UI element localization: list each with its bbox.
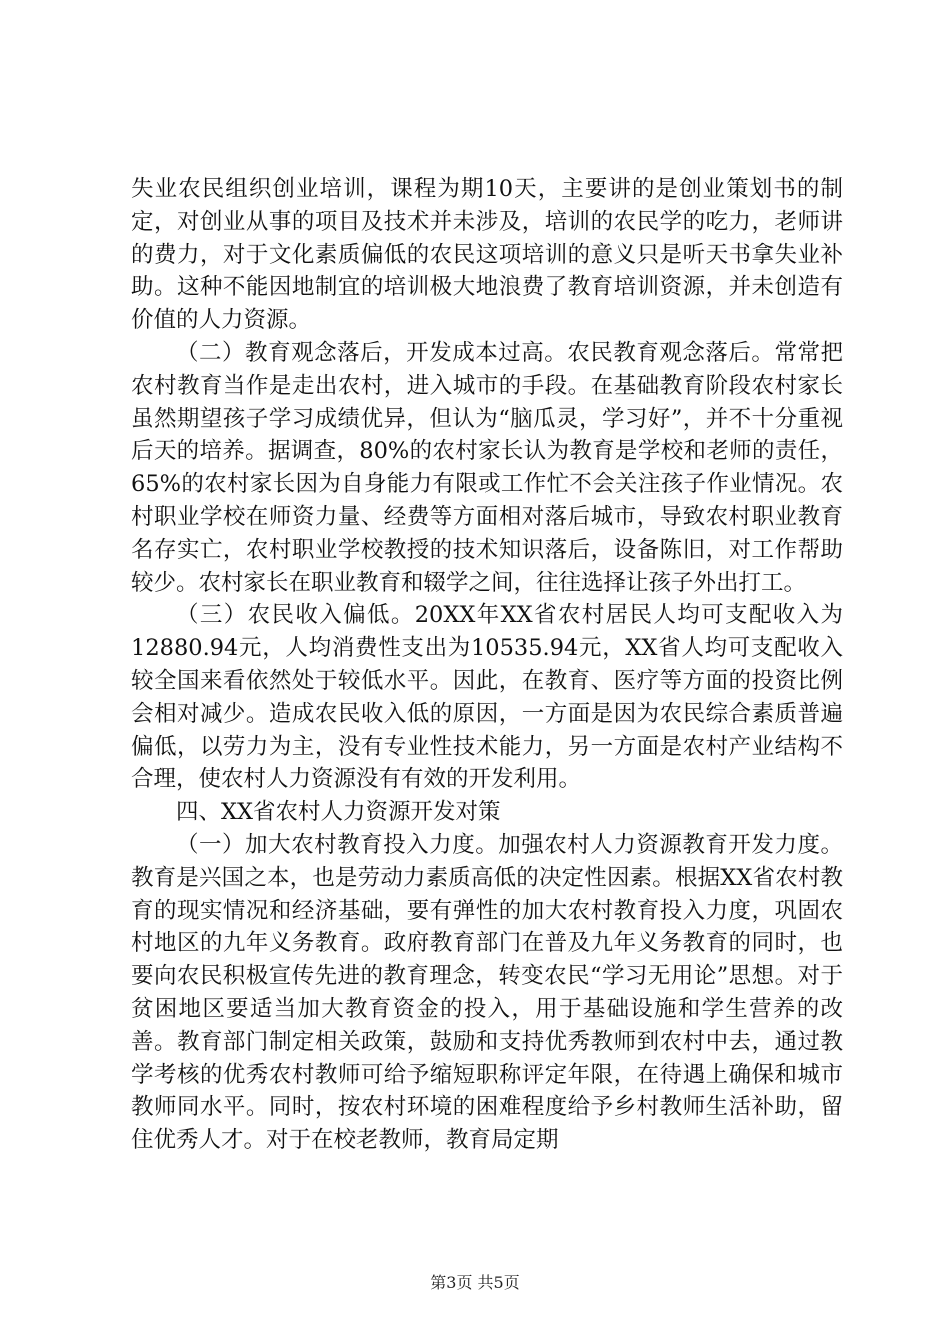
paragraph-education-concept: （二）教育观念落后，开发成本过高。农民教育观念落后。常常把农村教育当作是走出农村，进入城市的手段。在基础教育阶段农村家长虽然期望孩子学习成绩优异，但认为“脑瓜灵，学习好”，并不十分重视后天的培养。据调查，80%的农村家长认为教育是学校和老师的责任，65%的农村家长因为自身能力有限或工作忙不会关注孩子作业情况。农村职业学校在师资力量、经费等方面相对落后城市，导致农村职业教育名存实亡，农村职业学校教授的技术知识落后，设备陈旧，对工作帮助较少。农村家长在职业教育和辍学之间，往往选择让孩子外出打工。: [131, 339, 843, 596]
paragraph-farmer-income: （三）农民收入偏低。20XX年XX省农村居民人均可支配收入为12880.94元，人均消费性支出为10535.94元，XX省人均可支配收入较全国来看依然处于较低水平。因此，在教育、医疗等方面的投资比例会相对减少。造成农民收入低的原因，一方面是因为农民综合素质普遍偏低，以劳力为主，没有专业性技术能力，另一方面是农村产业结构不合理，使农村人力资源没有有效的开发利用。: [131, 602, 843, 793]
section-heading-countermeasures: 四、XX省农村人力资源开发对策: [176, 799, 501, 826]
page-footer: 第3页 共5页: [430, 1273, 520, 1292]
document-body: [131, 173, 843, 1157]
paragraph-continuation: 失业农民组织创业培训，课程为期10天，主要讲的是创业策划书的制定，对创业从事的项目及技术并未涉及，培训的农民学的吃力，老师讲的费力，对于文化素质偏低的农民这项培训的意义只是听天书拿失业补助。这种不能因地制宜的培训极大地浪费了教育培训资源，并未创造有价值的人力资源。: [131, 176, 843, 334]
paragraph-education-investment: （一）加大农村教育投入力度。加强农村人力资源教育开发力度。教育是兴国之本，也是劳动力素质高低的决定性因素。根据XX省农村教育的现实情况和经济基础，要有弹性的加大农村教育投入力度，巩固农村地区的九年义务教育。政府教育部门在普及九年义务教育的同时，也要向农民积极宣传先进的教育理念，转变农民“学习无用论”思想。对于贫困地区要适当加大教育资金的投入，用于基础设施和学生营养的改善。教育部门制定相关政策，鼓励和支持优秀教师到农村中去，通过教学考核的优秀农村教师可给予缩短职称评定年限，在待遇上确保和城市教师同水平。同时，按农村环境的困难程度给予乡村教师生活补助，留住优秀人才。对于在校老教师，教育局定期: [131, 831, 843, 1154]
